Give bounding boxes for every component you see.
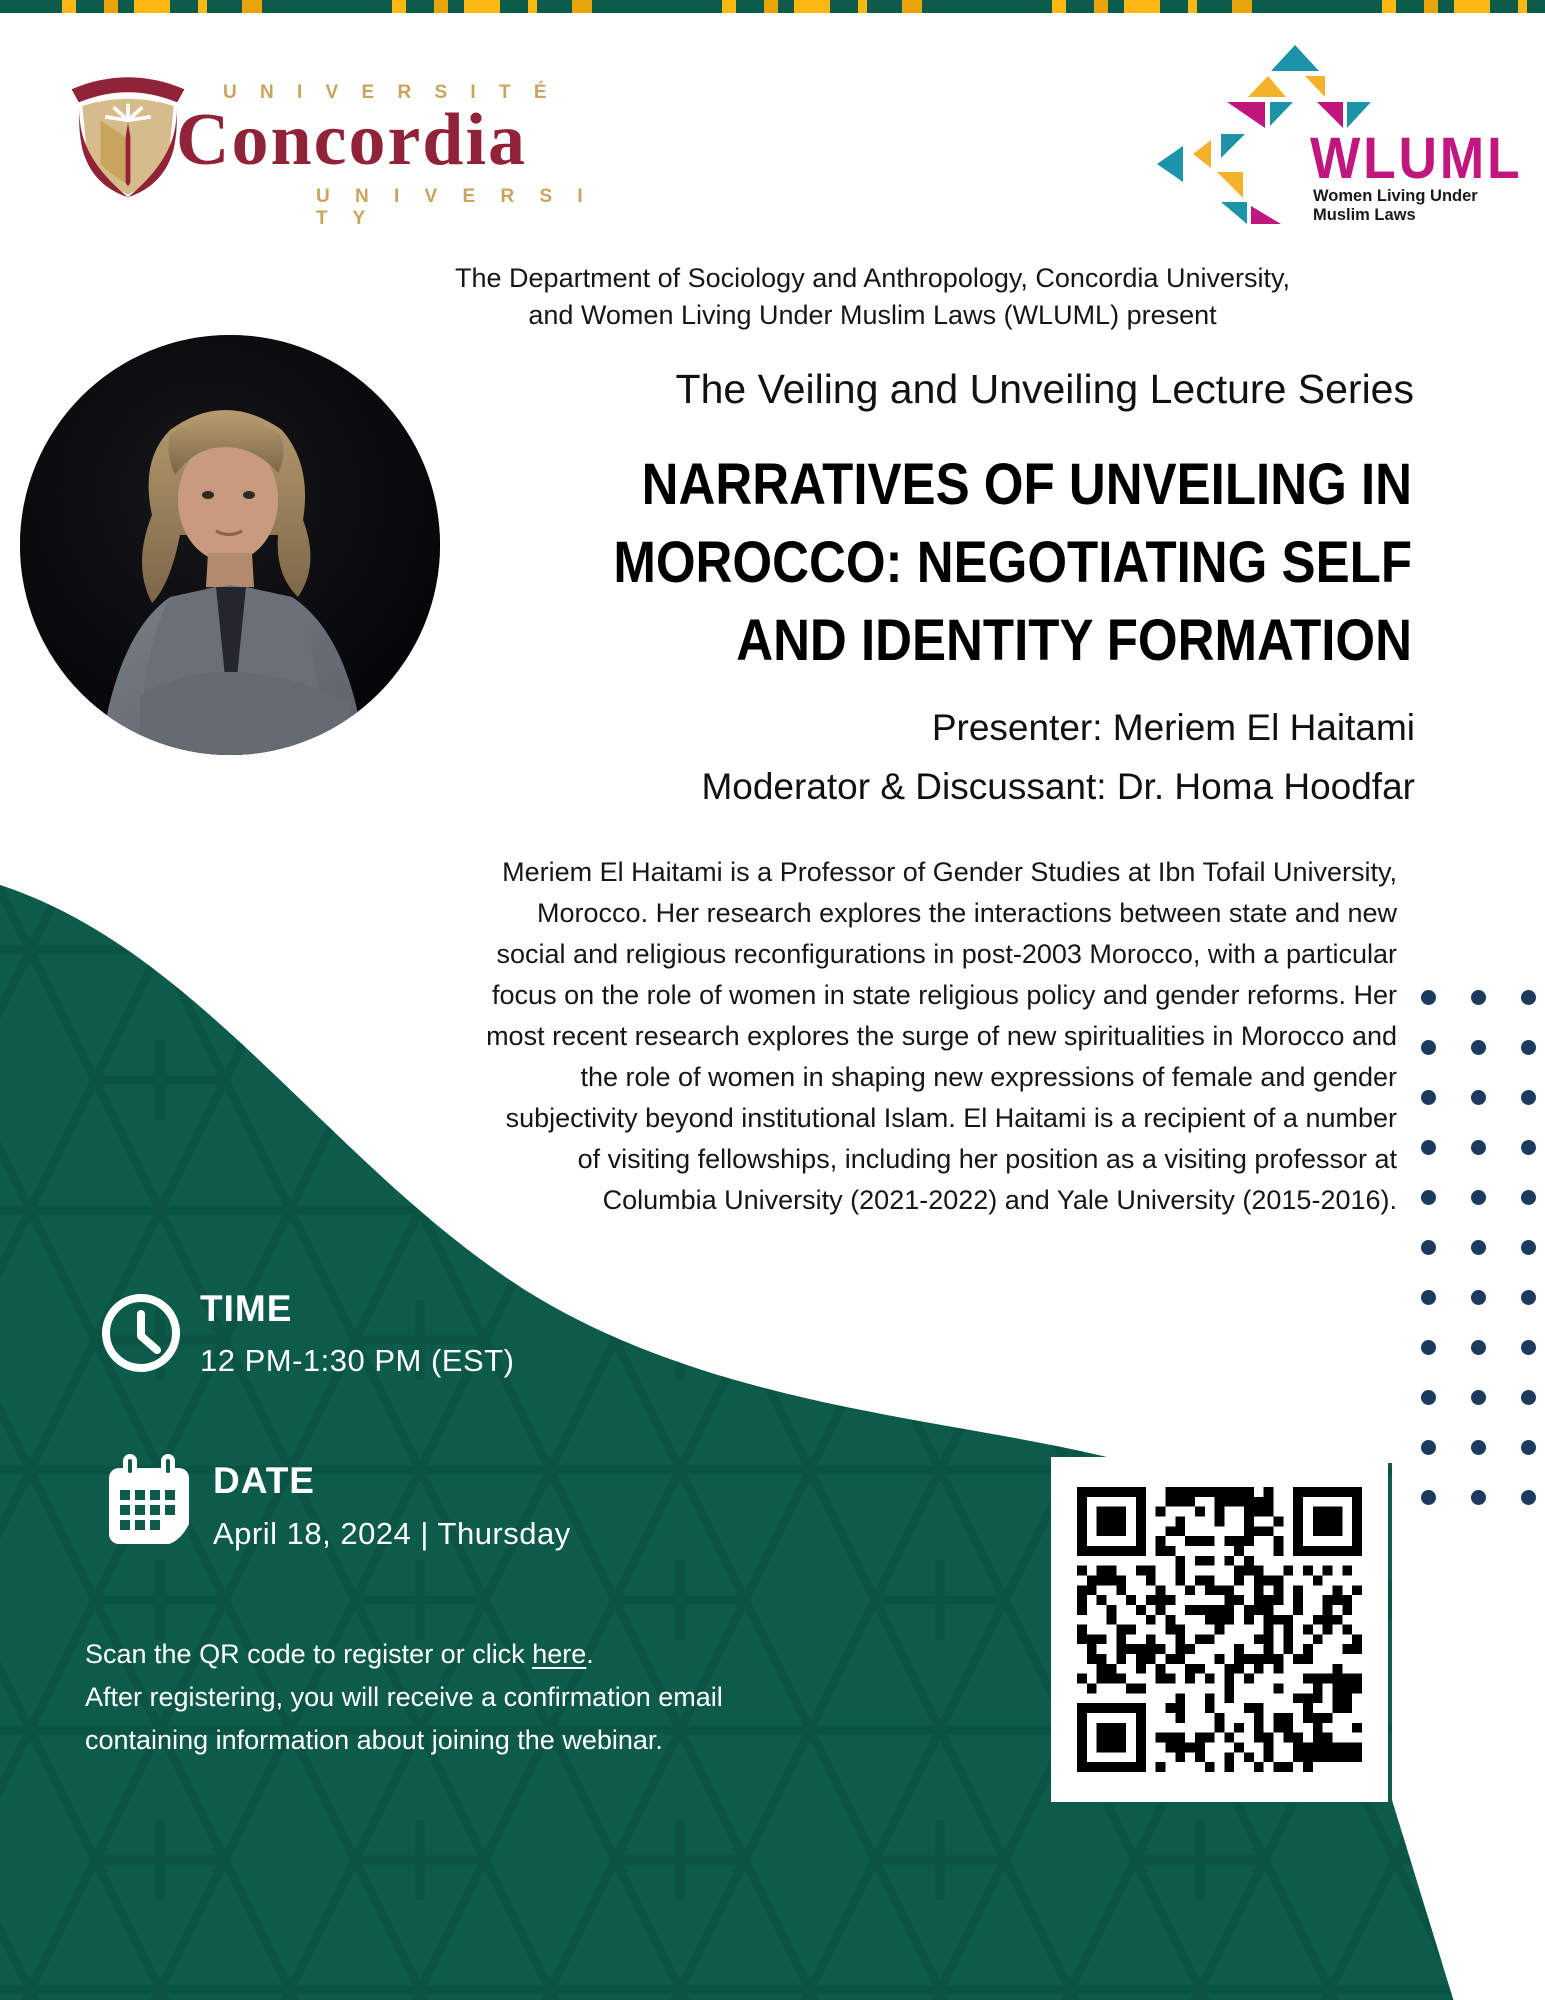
register-suffix: . [586,1639,594,1669]
bio-line: of visiting fellowships, including her position as a visiting professor at [577,1144,1397,1174]
bio-line: Morocco. Her research explores the interactions between state and new [537,898,1397,928]
bio-line: social and religious reconfigurations in post-2003 Morocco, with a particular [496,939,1397,969]
date-label: DATE [213,1460,315,1501]
date-value: April 18, 2024 | Thursday [213,1516,571,1551]
wluml-tagline: Women Living Under Muslim Laws [1313,187,1478,224]
time-value: 12 PM-1:30 PM (EST) [200,1343,515,1378]
concordia-universite-label: U N I V E R S I T É [223,82,556,103]
bio-line: focus on the role of women in state religious policy and gender reforms. Her [492,980,1397,1010]
bio-line: Meriem El Haitami is a Professor of Gender Studies at Ibn Tofail University, [502,857,1397,887]
qr-panel [1051,1457,1388,1802]
bio-line: subjectivity beyond institutional Islam. El Haitami is a recipient of a number [505,1103,1397,1133]
main-title-line-2: MOROCCO: NEGOTIATING SELF [613,530,1412,595]
presenter-line: Presenter: Meriem El Haitami [931,707,1415,748]
concordia-wordmark: Concordia [176,99,527,181]
register-line-2: After registering, you will receive a confirmation email [85,1682,723,1712]
registration-text [85,1633,723,1762]
register-line-1 [85,1633,723,1676]
series-title: The Veiling and Unveiling Lecture Series [675,366,1414,412]
bio-line: Columbia University (2021-2022) and Yale University (2015-2016). [602,1185,1397,1215]
register-here-link[interactable]: here [532,1639,587,1669]
main-title-line-3: AND IDENTITY FORMATION [736,608,1412,673]
wluml-acronym: WLUML [1310,126,1523,191]
concordia-university-label: U N I V E R S I T Y [316,186,593,229]
clock-icon [100,1292,182,1379]
bio-line: most recent research explores the surge of new spiritualities in Morocco and [486,1021,1397,1051]
qr-code-image [1077,1487,1362,1772]
intro-line-1: The Department of Sociology and Anthropology, Concordia University, [455,263,1290,293]
intro-line-2: and Women Living Under Muslim Laws (WLUML) present [528,300,1217,330]
time-label: TIME [200,1288,293,1329]
calendar-icon [103,1450,195,1557]
register-prefix: Scan the QR code to register or click [85,1639,533,1669]
moderator-line: Moderator & Discussant: Dr. Homa Hoodfar [701,766,1415,807]
bio-line: the role of women in shaping new expressions of female and gender [580,1062,1397,1092]
register-line-3: containing information about joining the webinar. [85,1725,663,1755]
main-title-line-1: NARRATIVES OF UNVEILING IN [641,452,1412,517]
